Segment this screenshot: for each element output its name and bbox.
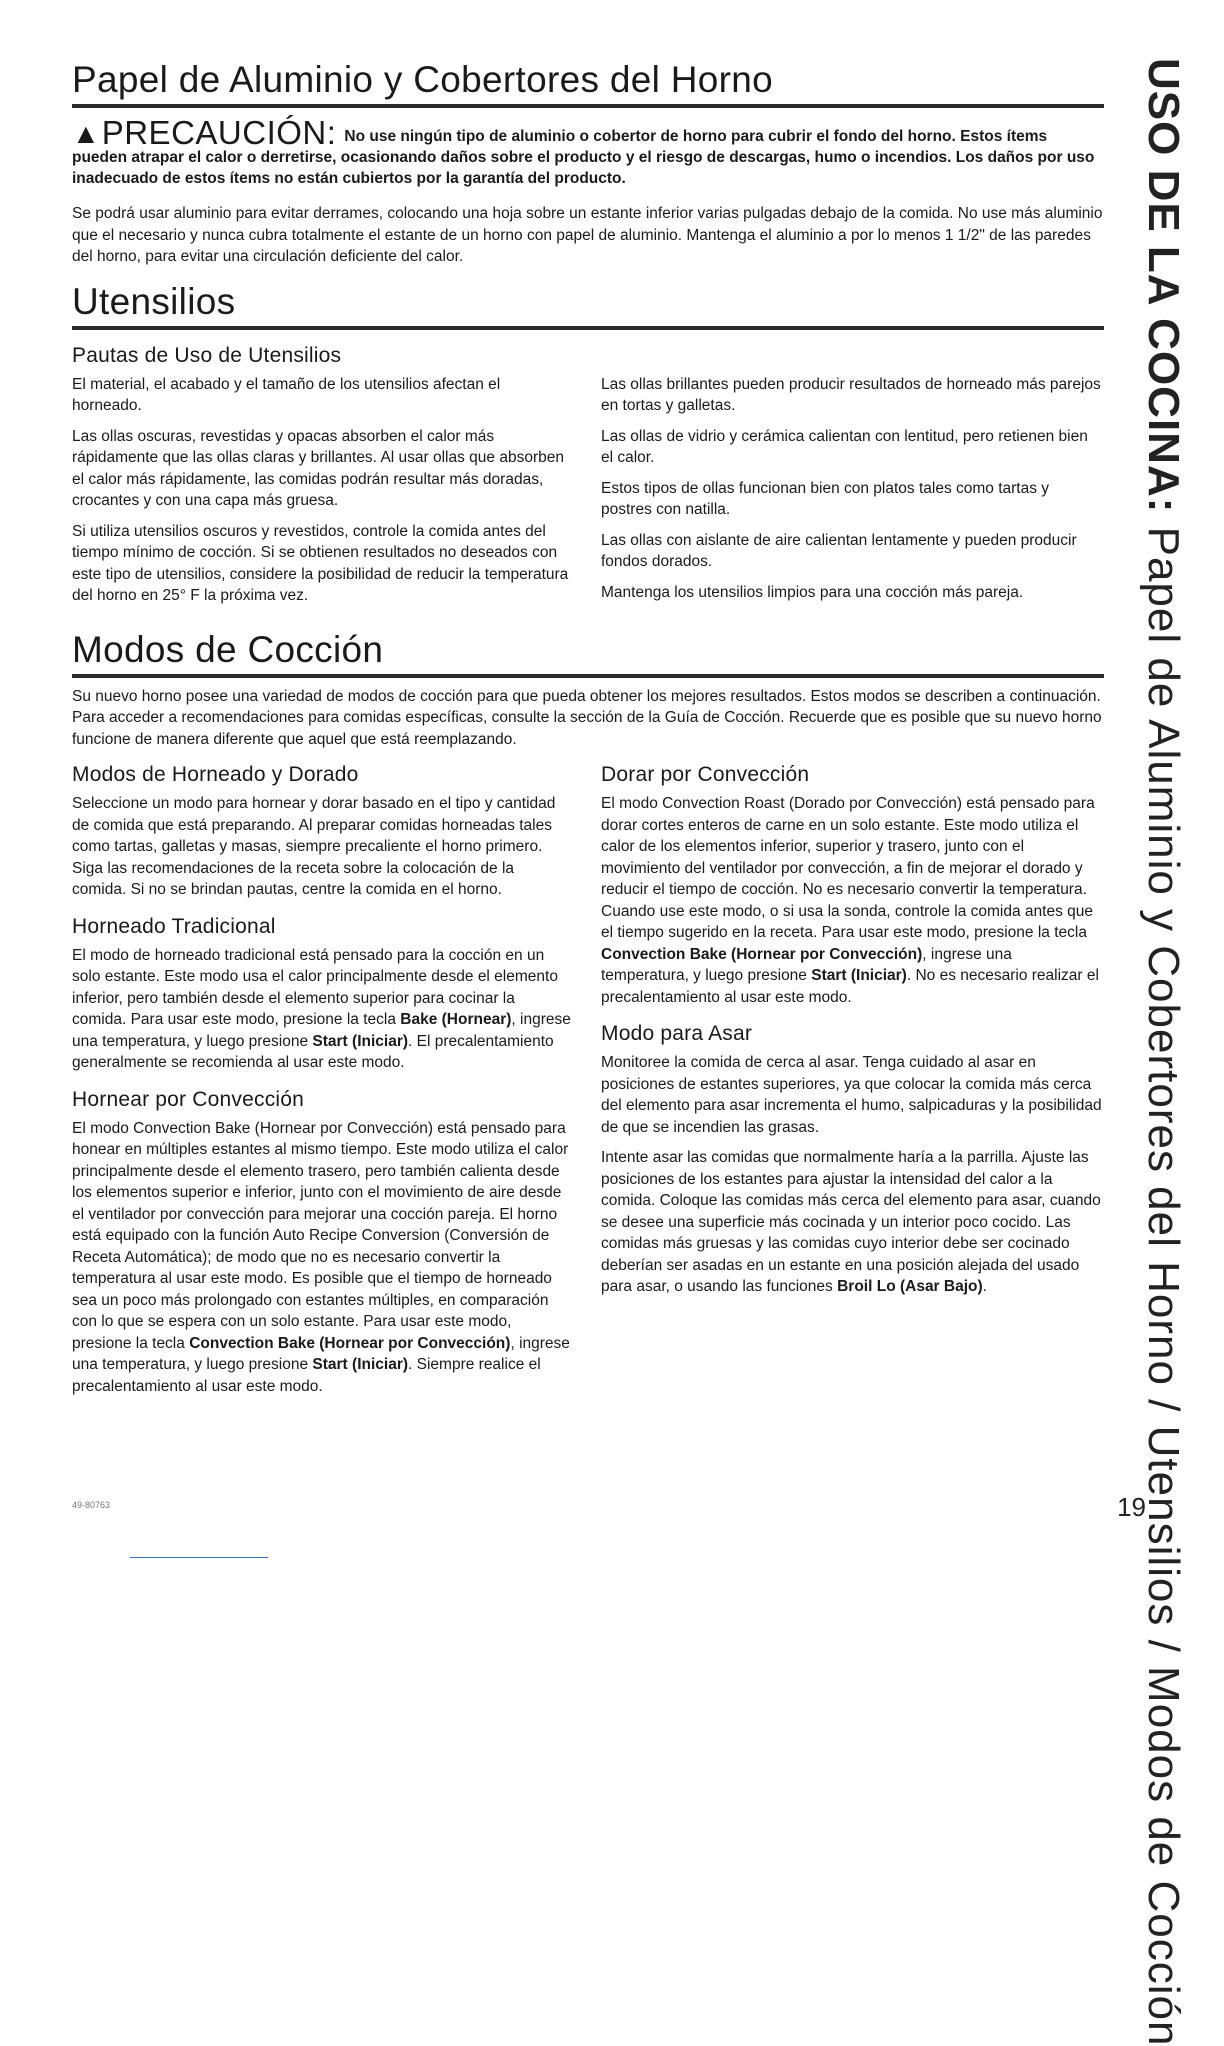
utensilios-left-column	[72, 374, 572, 616]
key-start: Start (Iniciar)	[312, 1032, 409, 1050]
paragraph: Si utiliza utensilios oscuros y revestidos, controle la comida antes del tiempo mínimo de cocción. Si se obtienen resultados no deseados con este tipo de utensilios, considere la posibilidad de reducir la temperatura del horno en 25° F la próxima vez.	[72, 522, 569, 604]
side-chapter-light: Papel de Aluminio y Cobertores del Horno / Utensilios / Modos de Cocción	[1139, 513, 1188, 2046]
paragraph-tradicional: El modo de horneado tradicional está pensado para la cocción en un solo estante. Este modo usa el calor principalmente desde el elemento inferior, pero también desde el elemento superior para cocinar la comida. Para usar este modo, presione la tecla Bake (Hornear), ingrese una temperatura, y luego presione Start (Iniciar). El precalentamiento generalmente se recomienda al usar este modo.	[72, 946, 571, 1071]
key-bake: Bake (Hornear)	[400, 1011, 512, 1028]
document-code: 49-80763	[72, 1500, 111, 1510]
subtitle-horneado-dorado: Modos de Horneado y Dorado	[72, 763, 359, 786]
footer-line	[130, 1557, 268, 1558]
section-title-utensilios: Utensilios	[72, 280, 236, 322]
modos-columns	[72, 759, 1104, 1406]
modos-right-column	[601, 759, 1104, 1406]
aluminio-body: Se podrá usar aluminio para evitar derrames, colocando una hoja sobre un estante inferior varias pulgadas debajo de la comida. No use más aluminio que el necesario y nunca cubra totalmente el estante de un horno con papel de aluminio. Mantenga el aluminio a por lo menos 1 1/2" de las paredes del horno, para evitar una circulación deficiente del calor.	[72, 205, 1103, 265]
subtitle-conveccion: Hornear por Convección	[72, 1087, 305, 1111]
paragraph: Las ollas con aislante de aire calientan lentamente y pueden producir fondos dorados.	[601, 531, 1077, 570]
modos-left-column	[72, 759, 572, 1406]
subtitle-pautas: Pautas de Uso de Utensilios	[72, 343, 342, 367]
section-rule	[72, 674, 1104, 678]
key-start: Start (Iniciar)	[811, 967, 907, 984]
utensilios-columns	[72, 374, 1104, 616]
side-chapter-bold: USO DE LA COCINA:	[1139, 58, 1188, 514]
warning-word: PRECAUCIÓN:	[101, 114, 337, 151]
paragraph: Monitoree la comida de cerca al asar. Tenga cuidado al asar en posiciones de estantes superiores, ya que colocar la comida más cerca del elemento para asar incrementa el humo, salpicaduras y la posibilidad de que se incendien las grasas.	[601, 1054, 1102, 1136]
utensilios-right-column	[601, 374, 1104, 616]
section-title-aluminio: Papel de Aluminio y Cobertores del Horno	[72, 59, 773, 100]
subtitle-dorar: Dorar por Convección	[601, 763, 810, 786]
paragraph: Las ollas de vidrio y cerámica calientan con lentitud, pero retienen bien el calor.	[601, 427, 1088, 466]
subtitle-asar: Modo para Asar	[601, 1022, 753, 1045]
paragraph: Seleccione un modo para hornear y dorar basado en el tipo y cantidad de comida que está preparando. Al preparar comidas horneadas tales como tartas, galletas y masas, siempre precaliente el horno primero. Siga las recomendaciones de la receta sobre la colocación de la comida. Si no se brindan pautas, centre la comida en el horno.	[72, 795, 556, 898]
paragraph: El material, el acabado y el tamaño de los utensilios afectan el horneado.	[72, 375, 501, 414]
key-broil-lo: Broil Lo (Asar Bajo)	[837, 1278, 983, 1295]
side-chapter-text	[1138, 58, 1188, 2046]
section-rule	[72, 326, 1104, 330]
subtitle-tradicional: Horneado Tradicional	[72, 914, 276, 938]
paragraph-dorar: El modo Convection Roast (Dorado por Convección) está pensado para dorar cortes enteros de carne en un solo estante. Este modo utiliza el calor de los elementos inferior, superior y trasero, junto con el movimiento del ventilador por convección, a fin de mejorar el dorado y reducir el tiempo de cocción. No es necesario convertir la temperatura. Cuando use este modo, o si usa la sonda, controle la comida antes que el tiempo sugerido en la receta. Para usar este modo, presione la tecla Convection Bake (Hornear por Convección), ingrese una temperatura, y luego presione Start (Iniciar). No es necesario realizar el precalentamiento al usar este modo.	[601, 795, 1099, 1006]
section-rule	[72, 104, 1104, 108]
modos-intro: Su nuevo horno posee una variedad de modos de cocción para que pueda obtener los mejores resultados. Estos modos se describen a continuación. Para acceder a recomendaciones para comidas específicas, consulte la sección de la Guía de Cocción. Recuerde que es posible que su nuevo horno funcione de manera diferente que aquel que está reemplazando.	[72, 687, 1102, 748]
key-convection-bake: Convection Bake (Hornear por Convección)	[601, 945, 923, 963]
paragraph: Mantenga los utensilios limpios para una cocción más pareja.	[601, 583, 1024, 601]
paragraph: Estos tipos de ollas funcionan bien con platos tales como tartas y postres con natilla.	[601, 479, 1050, 518]
warning-block	[72, 114, 1104, 189]
page-number: 19	[1117, 1492, 1146, 1522]
key-start: Start (Iniciar)	[312, 1356, 409, 1373]
section-title-modos: Modos de Cocción	[72, 628, 384, 670]
paragraph: Las ollas oscuras, revestidas y opacas absorben el calor más rápidamente que las ollas claras y brillantes. Al usar ollas que absorben el calor más rápidamente, las comidas podrán resultar más doradas, crocantes y con una capa más gruesa.	[72, 427, 564, 509]
paragraph-conveccion: El modo Convection Bake (Hornear por Convección) está pensado para honear en múltiples estantes al mismo tiempo. Este modo utiliza el calor principalmente desde el elemento trasero, pero también calienta desde los elementos superior e inferior, junto con el movimiento de aire desde el ventilador por convección para mejorar una cocción pareja. El horno está equipado con la función Auto Recipe Conversion (Conversión de Receta Automática); de modo que no es necesario convertir la temperatura al usar este modo. Es posible que el tiempo de horneado sea un poco más prolongado con estantes múltiples, en comparación con lo que se espera con un solo estante. Para usar este modo, presione la tecla Convection Bake (Hornear por Convección), ingrese una temperatura, y luego presione Start (Iniciar). Siempre realice el precalentamiento al usar este modo.	[72, 1119, 570, 1395]
paragraph: Las ollas brillantes pueden producir resultados de horneado más parejos en tortas y galletas.	[601, 375, 1101, 414]
section-utensilios	[72, 280, 1104, 616]
page-content	[72, 58, 1104, 1406]
warning-triangle-icon: ▲	[72, 118, 100, 149]
warning-text: No use ningún tipo de aluminio o cobertor de horno para cubrir el fondo del horno. Estos ítems pueden atrapar el calor o derretirse, ocasionando daños sobre el producto y el riesgo de descargas, humo o incendios. Los daños por uso inadecuado de estos ítems no están cubiertos por la garantía del producto.	[72, 128, 1095, 187]
key-convection-bake: Convection Bake (Hornear por Convección)	[189, 1334, 511, 1352]
paragraph-asar: Intente asar las comidas que normalmente haría a la parrilla. Ajuste las posiciones de los estantes para ajustar la intensidad del calor a la comida. Coloque las comidas más cerca del elemento para asar, cuando se desee una superficie más cocinada y un interior poco cocido. Las comidas más gruesas y las comidas cuyo interior debe ser cocinado deberían ser asadas en un estante en una posición alejada del usado para asar, o usando las funciones Broil Lo (Asar Bajo).	[601, 1149, 1101, 1295]
section-modos	[72, 628, 1104, 1407]
